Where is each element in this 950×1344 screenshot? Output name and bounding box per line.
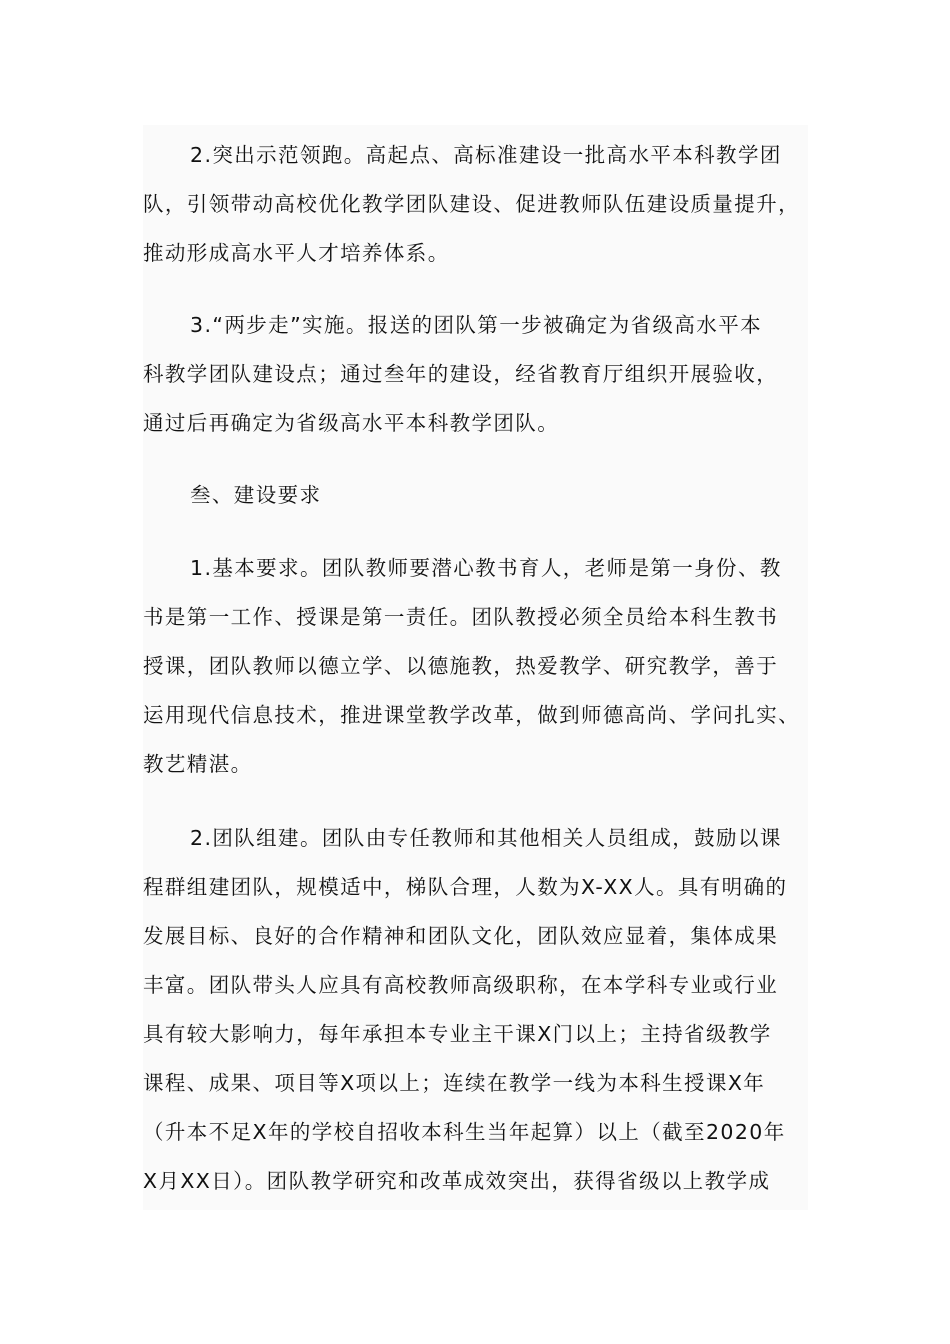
paragraph-line: 程群组建团队，规模适中，梯队合理，人数为X-XX人。具有明确的 [143,875,788,899]
paragraph-line: 发展目标、良好的合作精神和团队文化，团队效应显着，集体成果 [143,924,779,948]
paragraph-two-step-implementation [143,301,833,448]
paragraph-line: 具有较大影响力，每年承担本专业主干课X门以上；主持省级教学 [143,1022,772,1046]
paragraph-line: 队，引领带动高校优化教学团队建设、促进教师队伍建设质量提升， [143,192,800,216]
paragraph-basic-requirements [143,544,833,789]
paragraph-line: 授课，团队教师以德立学、以德施教，热爱教学、研究教学，善于 [143,654,779,678]
paragraph-line: 2.团队组建。团队由专任教师和其他相关人员组成，鼓励以课 [190,826,782,850]
paragraph-line: 丰富。团队带头人应具有高校教师高级职称，在本学科专业或行业 [143,973,779,997]
paragraph-line: 通过后再确定为省级高水平本科教学团队。 [143,411,560,435]
paragraph-line: 课程、成果、项目等X项以上；连续在教学一线为本科生授课X年 [143,1071,766,1095]
paragraph-line: 科教学团队建设点；通过叁年的建设，经省教育厅组织开展验收， [143,362,779,386]
paragraph-line: 2.突出示范领跑。高起点、高标准建设一批高水平本科教学团 [190,143,782,167]
paragraph-line: 教艺精湛。 [143,752,253,776]
paragraph-line: 3.“两步走”实施。报送的团队第一步被确定为省级高水平本 [190,313,762,337]
paragraph-line: 1.基本要求。团队教师要潜心教书育人，老师是第一身份、教 [190,556,782,580]
paragraph-line: 书是第一工作、授课是第一责任。团队教授必须全员给本科生教书 [143,605,779,629]
document-body [143,125,808,1210]
paragraph-line: 推动形成高水平人才培养体系。 [143,241,450,265]
paragraph-line: （升本不足X年的学校自招收本科生当年起算）以上（截至2020年 [143,1120,786,1144]
paragraph-line: X月XX日）。团队教学研究和改革成效突出，获得省级以上教学成 [143,1169,771,1193]
paragraph-team-formation [143,814,833,1206]
paragraph-line: 运用现代信息技术，推进课堂教学改革，做到师德高尚、学问扎实、 [143,703,800,727]
section-heading-line: 叁、建设要求 [190,483,322,507]
paragraph-highlight-demonstration [143,131,833,278]
section-heading-construction-requirements [143,471,833,520]
